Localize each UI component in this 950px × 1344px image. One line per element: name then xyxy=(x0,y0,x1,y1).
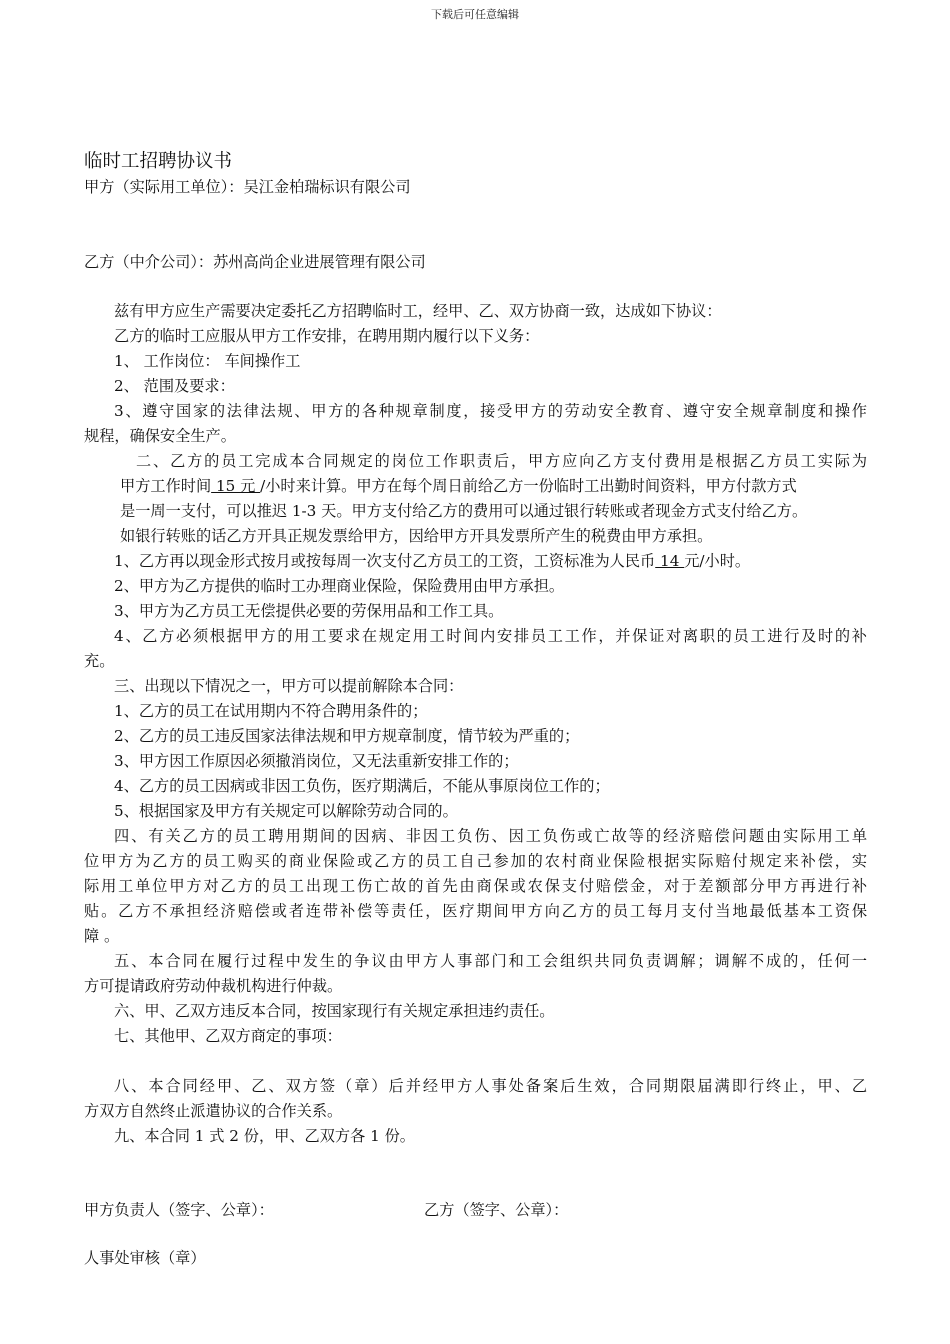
section-1-item-2: 2、 范围及要求： xyxy=(114,377,235,395)
section-2-item-2: 2、甲方为乙方提供的临时工办理商业保险，保险费用由甲方承担。 xyxy=(114,577,565,595)
section-2-item-4: 4、乙方必须根据甲方的用工要求在规定用工时间内安排员工工作，并保证对离职的员工进行及时的补 xyxy=(114,627,867,645)
section-5-line-1: 五、本合同在履行过程中发生的争议由甲方人事部门和工会组织共同负责调解；调解不成的，任何一 xyxy=(114,952,867,970)
section-9: 九、本合同 1 式 2 份，甲、乙双方各 1 份。 xyxy=(114,1127,415,1145)
section-2-item-1 xyxy=(114,551,750,571)
section-1-item-3: 3、遵守国家的法律法规、甲方的各种规章制度，接受甲方的劳动安全教育、遵守安全规章制度和操作 xyxy=(114,402,867,420)
section-1-lead: 乙方的临时工应服从甲方工作安排，在聘用期内履行以下义务： xyxy=(114,327,540,345)
party-a-line: 甲方（实际用工单位）：吴江金柏瑞标识有限公司 xyxy=(84,178,411,196)
section-4-line-5: 障 。 xyxy=(84,927,120,945)
section-2-item-1-post: 元/小时。 xyxy=(684,552,751,570)
section-8-line-1: 八、本合同经甲、乙、双方签（章）后并经甲方人事处备案后生效，合同期限届满即行终止，甲、乙 xyxy=(114,1077,867,1095)
section-1-item-1: 1、 工作岗位： 车间操作工 xyxy=(114,352,301,370)
section-6: 六、甲、乙双方违反本合同，按国家现行有关规定承担违约责任。 xyxy=(114,1002,555,1020)
section-8-line-2: 方双方自然终止派遣协议的合作关系。 xyxy=(84,1102,343,1120)
section-2-rate-post: /小时来计算。甲方在每个周日前给乙方一份临时工出勤时间资料，甲方付款方式 xyxy=(260,477,797,495)
section-2-rate-line xyxy=(120,476,797,496)
section-2-item-3: 3、甲方为乙方员工无偿提供必要的劳保用品和工作工具。 xyxy=(114,602,504,620)
document-title: 临时工招聘协议书 xyxy=(84,151,233,172)
section-3-item-5: 5、根据国家及甲方有关规定可以解除劳动合同的。 xyxy=(114,802,458,820)
section-3-item-3: 3、甲方因工作原因必须撤消岗位，又无法重新安排工作的； xyxy=(114,752,519,770)
section-3-item-2: 2、乙方的员工违反国家法律法规和甲方规章制度，情节较为严重的； xyxy=(114,727,580,745)
section-3-item-4: 4、乙方的员工因病或非因工负伤，医疗期满后，不能从事原岗位工作的； xyxy=(114,777,610,795)
section-3-heading: 三、出现以下情况之一，甲方可以提前解除本合同： xyxy=(114,677,464,695)
section-2-payment-line: 是一周一支付，可以推迟 1-3 天。甲方支付给乙方的费用可以通过银行转账或者现金方式支付给乙方。 xyxy=(120,502,808,520)
section-4-line-4: 贴。乙方不承担经济赔偿或者连带补偿等责任，医疗期间甲方向乙方的员工每月支付当地最低基本工资保 xyxy=(84,902,867,920)
signature-party-a: 甲方负责人（签字、公章）： xyxy=(84,1201,274,1219)
intro-paragraph: 兹有甲方应生产需要决定委托乙方招聘临时工，经甲、乙、双方协商一致，达成如下协议： xyxy=(114,302,722,320)
section-2-item-4-cont: 充。 xyxy=(84,652,115,670)
section-1-item-3-cont: 规程，确保安全生产。 xyxy=(84,427,236,445)
section-7: 七、其他甲、乙双方商定的事项： xyxy=(114,1027,342,1045)
section-2-rate-pre: 甲方工作时间 xyxy=(120,477,212,495)
section-3-item-1: 1、乙方的员工在试用期内不符合聘用条件的； xyxy=(114,702,428,720)
party-b-line: 乙方（中介公司）：苏州高尚企业进展管理有限公司 xyxy=(84,253,426,271)
section-4-line-2: 位甲方为乙方的员工购买的商业保险或乙方的员工自己参加的农村商业保险根据实际赔付规定来补偿，实 xyxy=(84,852,867,870)
page-header-note: 下载后可任意编辑 xyxy=(431,8,519,21)
wage-value: 14 xyxy=(655,552,685,570)
section-2-item-1-pre: 1、乙方再以现金形式按月或按每周一次支付乙方员工的工资，工资标准为人民币 xyxy=(114,552,656,570)
section-4-line-3: 际用工单位甲方对乙方的员工出现工伤亡故的首先由商保或农保支付赔偿金，对于差额部分甲方再进行补 xyxy=(84,877,867,895)
signature-party-b: 乙方（签字、公章）： xyxy=(424,1201,569,1219)
section-2-para: 二、乙方的员工完成本合同规定的岗位工作职责后，甲方应向乙方支付费用是根据乙方员工实际为 xyxy=(136,452,867,470)
section-2-invoice-line: 如银行转账的话乙方开具正规发票给甲方，因给甲方开具发票所产生的税费由甲方承担。 xyxy=(120,527,713,545)
hourly-rate-value: 15 元 xyxy=(211,477,261,495)
section-4-line-1: 四、有关乙方的员工聘用期间的因病、非因工负伤、因工负伤或亡故等的经济赔偿问题由实际用工单 xyxy=(114,827,867,845)
hr-review: 人事处审核（章） xyxy=(84,1249,206,1267)
section-5-line-2: 方可提请政府劳动仲裁机构进行仲裁。 xyxy=(84,977,343,995)
